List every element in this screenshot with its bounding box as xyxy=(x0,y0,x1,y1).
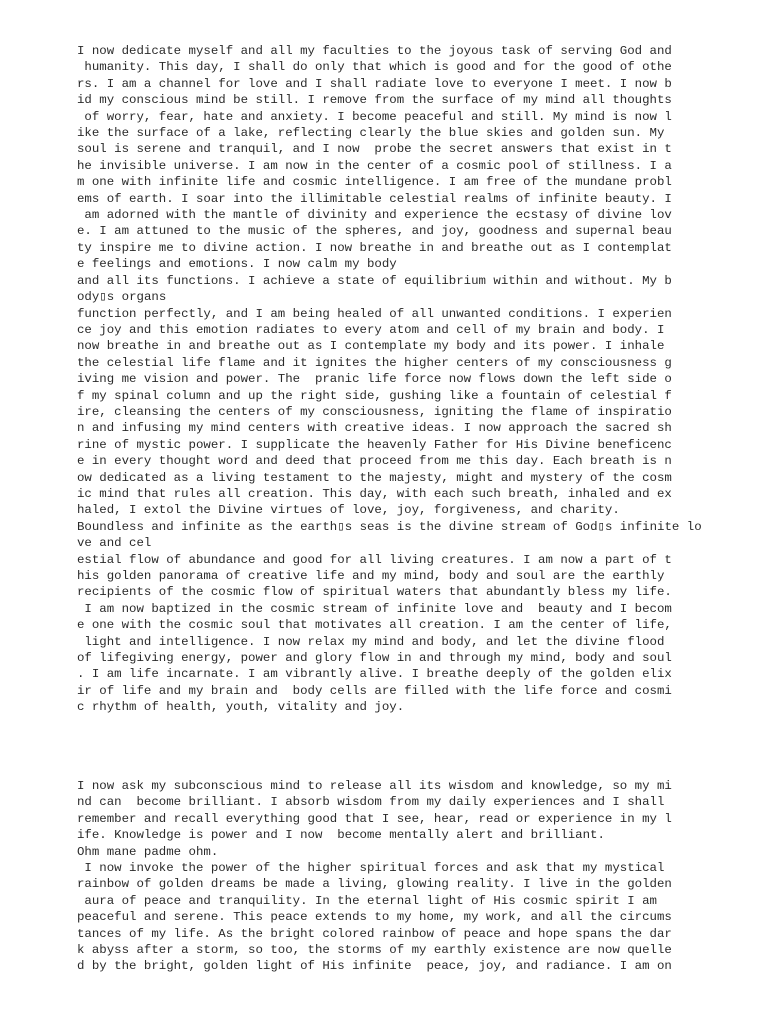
text-block-wisdom: I now ask my subconscious mind to release all its wisdom and knowledge, so my mi nd can become brilliant. I absorb wisdom from my daily experiences and I shall remember and recall everything good that I see, hear, read or experience in my l ife. Knowledge is power and I now become mentally alert and brilliant. Ohm mane padme ohm. I now invoke the power of the higher spiritual forces and ask that my mystical rainbow of golden dreams be made a living, glowing reality. I live in the golden aura of peace and tranquility. In the eternal light of His cosmic spirit I am peaceful and serene. This peace extends to my home, my work, and all the circums tances of my life. As the bright colored rainbow of peace and hope spans the dar k abyss after a storm, so too, the storms of my earthly existence are now quelle d by the bright, golden light of His infinite peace, joy, and radiance. I am on xyxy=(77,779,672,974)
text-block-meditation: I now dedicate myself and all my faculties to the joyous task of serving God and humanity. This day, I shall do only that which is good and for the good of othe rs. I am a channel for love and I shall radiate love to everyone I meet. I now b id my conscious mind be still. I remove from the surface of my mind all thoughts of worry, fear, hate and anxiety. I become peaceful and still. My mind is now l ike the surface of a lake, reflecting clearly the blue skies and golden sun. My soul is serene and tranquil, and I now probe the secret answers that exist in t he invisible universe. I am now in the center of a cosmic pool of stillness. I a m one with infinite life and cosmic intelligence. I am free of the mundane probl ems of earth. I soar into the illimitable celestial realms of infinite beauty. I am adorned with the mantle of divinity and experience the ecstasy of divine lov e. I am attuned to the music of the spheres, and joy, goodness and supernal beau ty inspire me to divine action. I now breathe in and breathe out as I contemplat e feelings and emotions. I now calm my body and all its functions. I achieve a state of equilibrium within and without. My b ody▯s organs function perfectly, and I am being healed of all unwanted conditions. I experien ce joy and this emotion radiates to every atom and cell of my brain and body. I now breathe in and breathe out as I contemplate my body and its power. I inhale the celestial life flame and it ignites the higher centers of my consciousness g iving me vision and power. The pranic life force now flows down the left side o f my spinal column and up the right side, gushing like a fountain of celestial f ire, cleansing the centers of my consciousness, igniting the flame of inspiratio n and infusing my mind centers with creative ideas. I now approach the sacred sh rine of mystic power. I supplicate the heavenly Father for His Divine beneficenc e in every thought word and deed that proceed from me this day. Each breath is n ow dedicated as a living testament to the majesty, might and mystery of the cosm ic mind that rules all creation. This day, with each such breath, inhaled and ex haled, I extol the Divine virtues of love, joy, forgiveness, and charity. Boundless and infinite as the earth▯s seas is the divine stream of God▯s infinite lo ve and cel estial flow of abundance and good for all living creatures. I am now a part of t his golden panorama of creative life and my mind, body and soul are the earthly recipients of the cosmic flow of spiritual waters that abundantly bless my life. I am now baptized in the cosmic stream of infinite love and beauty and I becom e one with the cosmic soul that motivates all creation. I am the center of life, light and intelligence. I now relax my mind and body, and let the divine flood of lifegiving energy, power and glory flow in and through my mind, body and soul . I am life incarnate. I am vibrantly alive. I breathe deeply of the golden elix ir of life and my brain and body cells are filled with the life force and cosmi c rhythm of health, youth, vitality and joy. xyxy=(77,44,702,715)
